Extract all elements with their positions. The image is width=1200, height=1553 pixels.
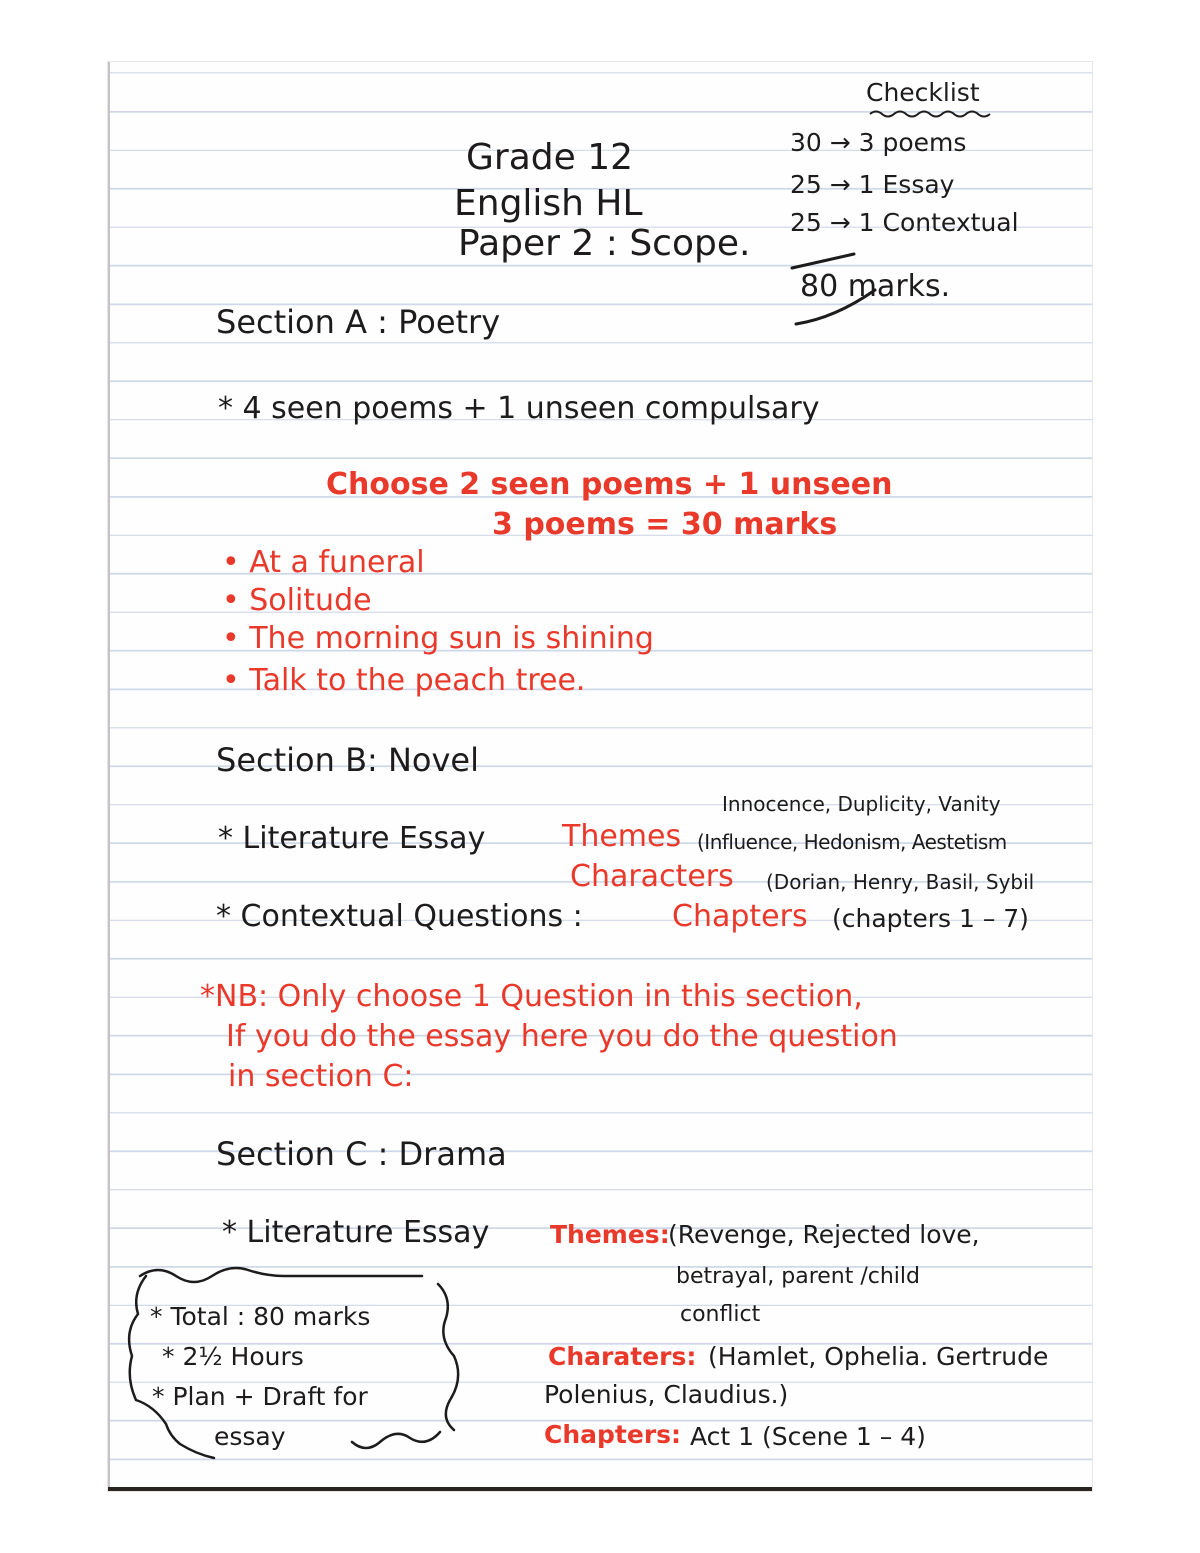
section-c-essay-label: * Literature Essay xyxy=(222,1215,490,1250)
checklist-total: 80 marks. xyxy=(800,269,951,304)
section-b-nb-line3: in section C: xyxy=(228,1059,414,1094)
summary-total: * Total : 80 marks xyxy=(150,1302,371,1331)
section-c-chapters-label: Chapters: xyxy=(544,1420,682,1449)
checklist-item-essay: 25 → 1 Essay xyxy=(790,170,955,199)
section-b-themes-line2: (Influence, Hedonism, Aestetism xyxy=(697,830,1007,854)
title-subject: English HL xyxy=(454,183,643,224)
section-a-choose: Choose 2 seen poems + 1 unseen xyxy=(326,467,893,502)
section-b-nb-line1: *NB: Only choose 1 Question in this section, xyxy=(200,979,863,1014)
total-underline xyxy=(796,290,875,324)
section-b-themes-line1: Innocence, Duplicity, Vanity xyxy=(722,792,1001,816)
checklist-item-poems: 30 → 3 poems xyxy=(790,128,967,157)
checklist-sum-line xyxy=(792,254,854,268)
poem-item: • Solitude xyxy=(222,583,372,618)
checklist-wavy-underline xyxy=(870,112,990,117)
section-b-essay-label: * Literature Essay xyxy=(218,821,486,856)
summary-box-outline xyxy=(129,1268,458,1458)
section-b-heading: Section B: Novel xyxy=(216,741,479,779)
section-c-themes-label: Themes: xyxy=(550,1220,670,1249)
section-b-contextual-label: * Contextual Questions : xyxy=(216,899,583,934)
section-c-characters-line1: (Hamlet, Ophelia. Gertrude xyxy=(708,1342,1049,1371)
section-b-themes-label: Themes xyxy=(562,819,682,854)
section-c-heading: Section C : Drama xyxy=(216,1135,507,1173)
section-b-characters-label: Characters xyxy=(570,859,734,894)
checklist-title: Checklist xyxy=(866,78,980,107)
section-a-marks: 3 poems = 30 marks xyxy=(492,507,838,542)
summary-plan: * Plan + Draft for xyxy=(152,1382,368,1411)
title-paper: Paper 2 : Scope. xyxy=(458,223,751,264)
title-grade: Grade 12 xyxy=(466,137,634,178)
section-a-bullet: * 4 seen poems + 1 unseen compulsary xyxy=(218,391,820,426)
section-c-characters-line2: Polenius, Claudius.) xyxy=(544,1380,789,1409)
checklist-item-contextual: 25 → 1 Contextual xyxy=(790,208,1019,237)
section-c-themes-line1: (Revenge, Rejected love, xyxy=(668,1220,980,1249)
summary-essay: essay xyxy=(214,1422,286,1451)
section-c-themes-line3: conflict xyxy=(680,1302,761,1327)
section-b-nb-line2: If you do the essay here you do the question xyxy=(226,1019,898,1054)
poem-item: • At a funeral xyxy=(222,545,425,580)
section-c-characters-label: Charaters: xyxy=(548,1342,697,1371)
poem-item: • Talk to the peach tree. xyxy=(222,663,586,698)
summary-hours: * 2½ Hours xyxy=(162,1342,304,1371)
poem-item: • The morning sun is shining xyxy=(222,621,654,656)
section-b-chapters-label: Chapters xyxy=(672,899,808,934)
section-b-characters-value: (Dorian, Henry, Basil, Sybil xyxy=(766,870,1035,894)
section-b-chapters-value: (chapters 1 – 7) xyxy=(832,904,1029,933)
section-c-chapters-value: Act 1 (Scene 1 – 4) xyxy=(690,1422,926,1451)
section-a-heading: Section A : Poetry xyxy=(216,303,501,341)
section-c-themes-line2: betrayal, parent /child xyxy=(676,1264,920,1289)
